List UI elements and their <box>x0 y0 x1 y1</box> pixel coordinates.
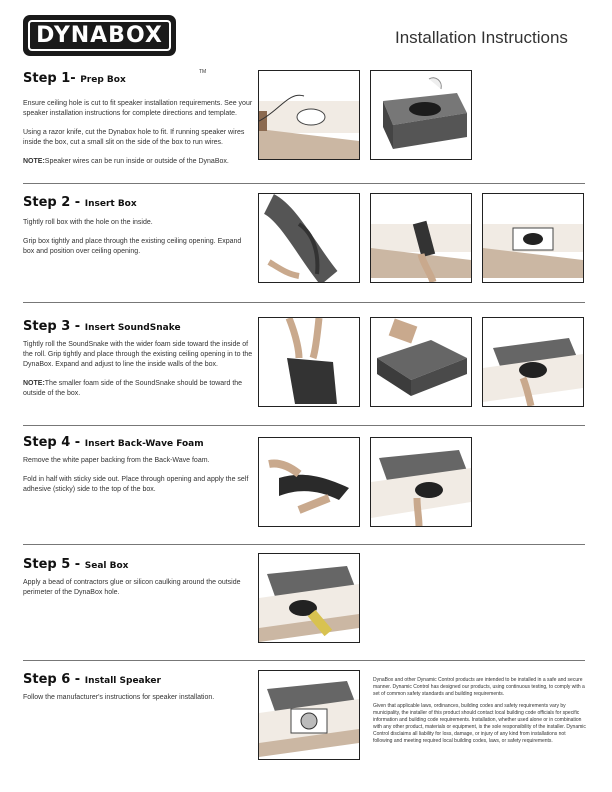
divider <box>23 425 585 426</box>
step-2-body <box>23 218 253 257</box>
divider <box>23 544 585 545</box>
note-text: Speaker wires can be run inside or outside of the DynaBox. <box>44 158 229 165</box>
step-4-title <box>23 435 253 450</box>
page-title: Installation Instructions <box>395 28 568 47</box>
step-1-body <box>23 99 253 167</box>
step-2-image-expanded <box>482 193 584 283</box>
note-text: The smaller foam side of the SoundSnake should be toward the outside of the box. <box>23 380 243 397</box>
step-3-title <box>23 319 258 334</box>
trademark-mark: TM <box>199 69 207 75</box>
step-4-number: Step 4 - <box>23 435 81 450</box>
legal-disclaimer <box>373 677 586 750</box>
step-2-image-insert <box>370 193 472 283</box>
note-label: NOTE: <box>23 380 45 387</box>
legal-paragraph: DynaBox and other Dynamic Control products are intended to be installed in a safe and secure manner. Dynamic Control has designed our products, using continuous testing, to comply with a set of common safety standards and building requirements. <box>373 677 585 697</box>
divider <box>23 183 585 184</box>
step-5-image-caulk <box>258 553 360 643</box>
step-1-title <box>23 71 253 86</box>
step-2-title <box>23 195 253 210</box>
step-6-section <box>23 672 253 712</box>
step-1-note <box>23 157 253 167</box>
step-2-paragraph: Tightly roll box with the hole on the inside. <box>23 219 153 226</box>
step-6-number: Step 6 - <box>23 672 81 687</box>
step-1-number: Step 1- <box>23 71 76 86</box>
step-5-name: Seal Box <box>84 561 129 571</box>
step-1-name: Prep Box <box>80 75 126 85</box>
divider <box>23 302 585 303</box>
step-4-image-apply <box>370 437 472 527</box>
step-2-image-roll <box>258 193 360 283</box>
note-label: NOTE: <box>23 158 45 165</box>
step-1-image-box <box>370 70 472 160</box>
step-4-paragraph: Fold in half with sticky side out. Place through opening and apply the self adhesive (sticky) side to the top of the box. <box>23 476 249 493</box>
step-4-name: Insert Back-Wave Foam <box>84 439 204 449</box>
divider <box>23 660 585 661</box>
step-3-image-installed <box>482 317 584 407</box>
step-5-section <box>23 557 253 607</box>
step-1-paragraph: Ensure ceiling hole is cut to fit speaker installation requirements. See your speaker installation instructions for complete directions and template. <box>23 100 253 117</box>
legal-paragraph: Given that applicable laws, ordinances, building codes and safety requirements vary by municipality, the installer of this product should contact local building code officials for specific information and building code requirements. Installation, whether used alone or in combination with any other product, materials or equipment, is the sole responsibility of the installer. Dynamic Control disclaims all liability for loss, damage, or injury of any kind from installations not following and meeting required local building codes, laws, or safety requirements. <box>373 703 586 744</box>
step-3-note <box>23 379 258 399</box>
step-3-body <box>23 340 258 399</box>
logo-badge <box>23 15 176 56</box>
step-2-paragraph: Grip box tightly and place through the existing ceiling opening. Expand box and position over ceiling opening. <box>23 238 242 255</box>
step-5-number: Step 5 - <box>23 557 81 572</box>
step-3-number: Step 3 - <box>23 319 81 334</box>
dynabox-logo <box>23 15 207 75</box>
step-5-title <box>23 557 253 572</box>
step-5-paragraph: Apply a bead of contractors glue or silicon caulking around the outside perimeter of the DynaBox hole. <box>23 579 241 596</box>
step-2-number: Step 2 - <box>23 195 81 210</box>
step-6-paragraph: Follow the manufacturer's instructions for speaker installation. <box>23 694 215 701</box>
step-1-paragraph: Using a razor knife, cut the Dynabox hole to fit. If running speaker wires inside the box, cut a small slit on the side of the box to run wires. <box>23 129 245 146</box>
step-4-paragraph: Remove the white paper backing from the Back-Wave foam. <box>23 457 210 464</box>
step-3-name: Insert SoundSnake <box>84 323 181 333</box>
step-3-section <box>23 319 258 408</box>
step-6-name: Install Speaker <box>84 676 161 686</box>
step-1-image-cut-hole <box>258 70 360 160</box>
step-4-section <box>23 435 253 504</box>
step-4-body <box>23 456 253 495</box>
step-3-paragraph: Tightly roll the SoundSnake with the wider foam side toward the inside of the roll. Grip tightly and place through the existing ceiling opening in to the DynaBox. Expand and adjust to line the inside walls of the box. <box>23 341 253 368</box>
step-4-image-peel <box>258 437 360 527</box>
step-6-title <box>23 672 253 687</box>
step-6-body <box>23 693 253 703</box>
step-1-section <box>23 71 253 176</box>
step-6-image-speaker <box>258 670 360 760</box>
step-3-image-soundsnake <box>258 317 360 407</box>
step-2-name: Insert Box <box>84 199 137 209</box>
step-3-image-rolled <box>370 317 472 407</box>
brand-name: DYNABOX <box>28 20 171 51</box>
step-5-body <box>23 578 253 598</box>
step-2-section <box>23 195 253 266</box>
